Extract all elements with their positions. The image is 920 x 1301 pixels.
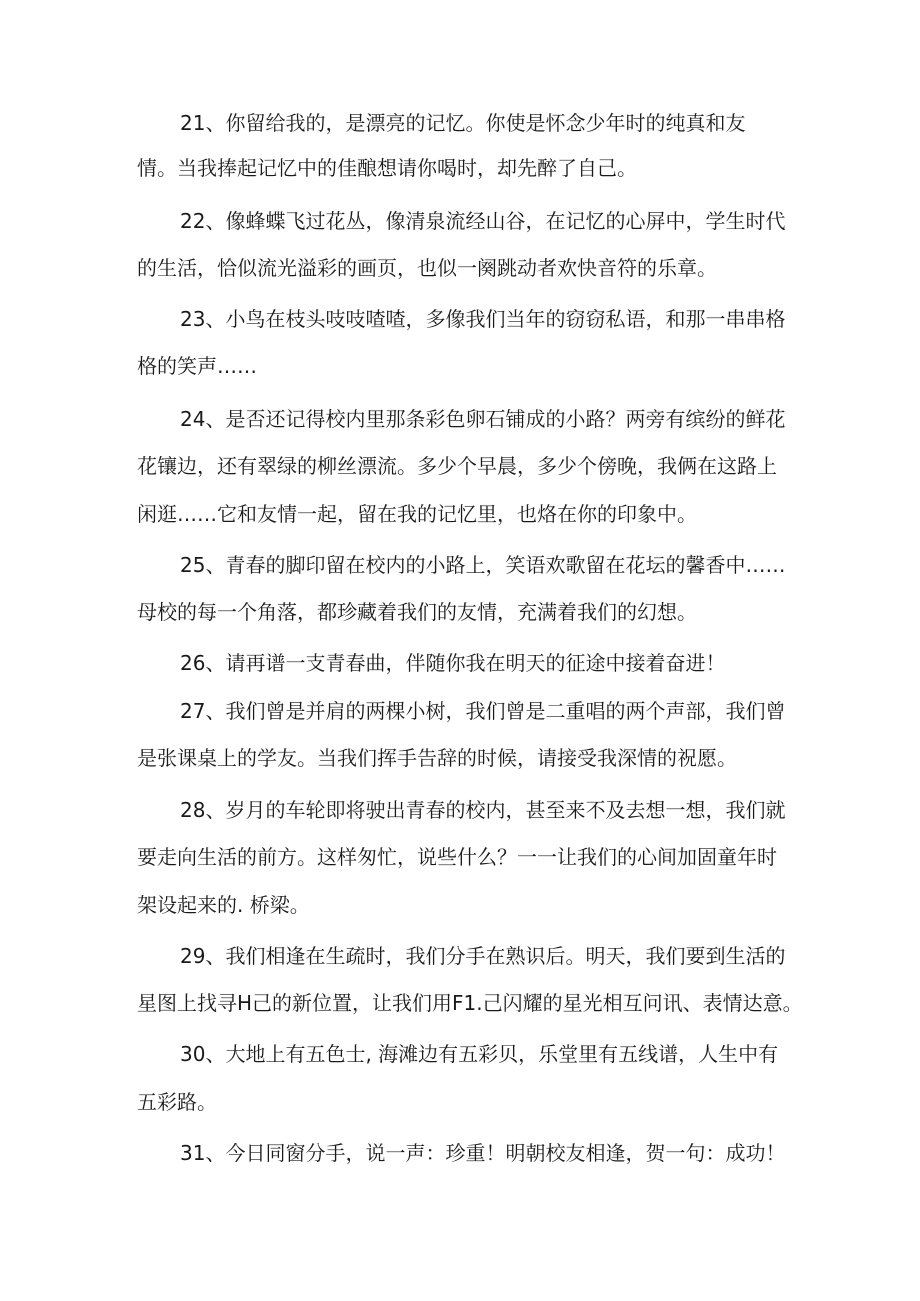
text-line: 26、请再谱一支青春曲，伴随你我在明天的征途中接着奋进！ bbox=[180, 651, 726, 675]
text-line: 架设起来的. 桥梁。 bbox=[137, 893, 310, 917]
text-line: 情。当我捧起记忆中的佳酿想请你喝时，却先醉了自己。 bbox=[137, 156, 637, 180]
text-line: 24、是否还记得校内里那条彩色卵石铺成的小路？两旁有缤纷的鲜花 bbox=[180, 407, 786, 431]
text-line: 22、像蜂蝶飞过花丛，像清泉流经山谷，在记忆的心屏中，学生时代 bbox=[180, 209, 786, 233]
text-line: 30、大地上有五色士, 海滩边有五彩贝，乐堂里有五线谱，人生中有 bbox=[180, 1042, 779, 1066]
text-line: 23、小鸟在枝头吱吱喳喳，多像我们当年的窃窃私语，和那一串串格 bbox=[180, 307, 786, 331]
text-line: 的生活，恰似流光溢彩的画页，也似一阕跳动者欢快音符的乐章。 bbox=[137, 256, 717, 280]
text-line: 25、青春的脚印留在校内的小路上，笑语欢歌留在花坛的馨香中…… bbox=[180, 553, 786, 577]
text-line: 是张课桌上的学友。当我们挥手告辞的时候，请接受我深情的祝愿。 bbox=[137, 746, 737, 770]
text-line: 27、我们曾是并肩的两棵小树，我们曾是二重唱的两个声部，我们曾 bbox=[180, 699, 786, 723]
text-line: 闲逛……它和友情一起，留在我的记忆里，也烙在你的印象中。 bbox=[137, 502, 697, 526]
text-line: 星图上找寻H己的新位置，让我们用F1.己闪耀的星光相互问讯、表情达意。 bbox=[137, 991, 803, 1015]
text-line: 28、岁月的车轮即将驶出青春的校内，甚至来不及去想一想，我们就 bbox=[180, 798, 786, 822]
text-line: 花镶边，还有翠绿的柳丝漂流。多少个早晨，多少个傍晚，我俩在这路上 bbox=[137, 454, 777, 478]
text-line: 母校的每一个角落，都珍藏着我们的友情，充满着我们的幻想。 bbox=[137, 600, 697, 624]
text-line: 格的笑声…… bbox=[137, 354, 257, 378]
text-line: 五彩路。 bbox=[137, 1090, 217, 1114]
text-line: 21、你留给我的，是漂亮的记忆。你使是怀念少年时的纯真和友 bbox=[180, 111, 746, 135]
text-line: 29、我们相逢在生疏时，我们分手在熟识后。明天，我们要到生活的 bbox=[180, 944, 786, 968]
text-line: 31、今日同窗分手，说一声：珍重！明朝校友相逢，贺一句：成功！ bbox=[180, 1141, 786, 1165]
text-line: 要走向生活的前方。这样匆忙，说些什么？一一让我们的心间加固童年时 bbox=[137, 845, 777, 869]
